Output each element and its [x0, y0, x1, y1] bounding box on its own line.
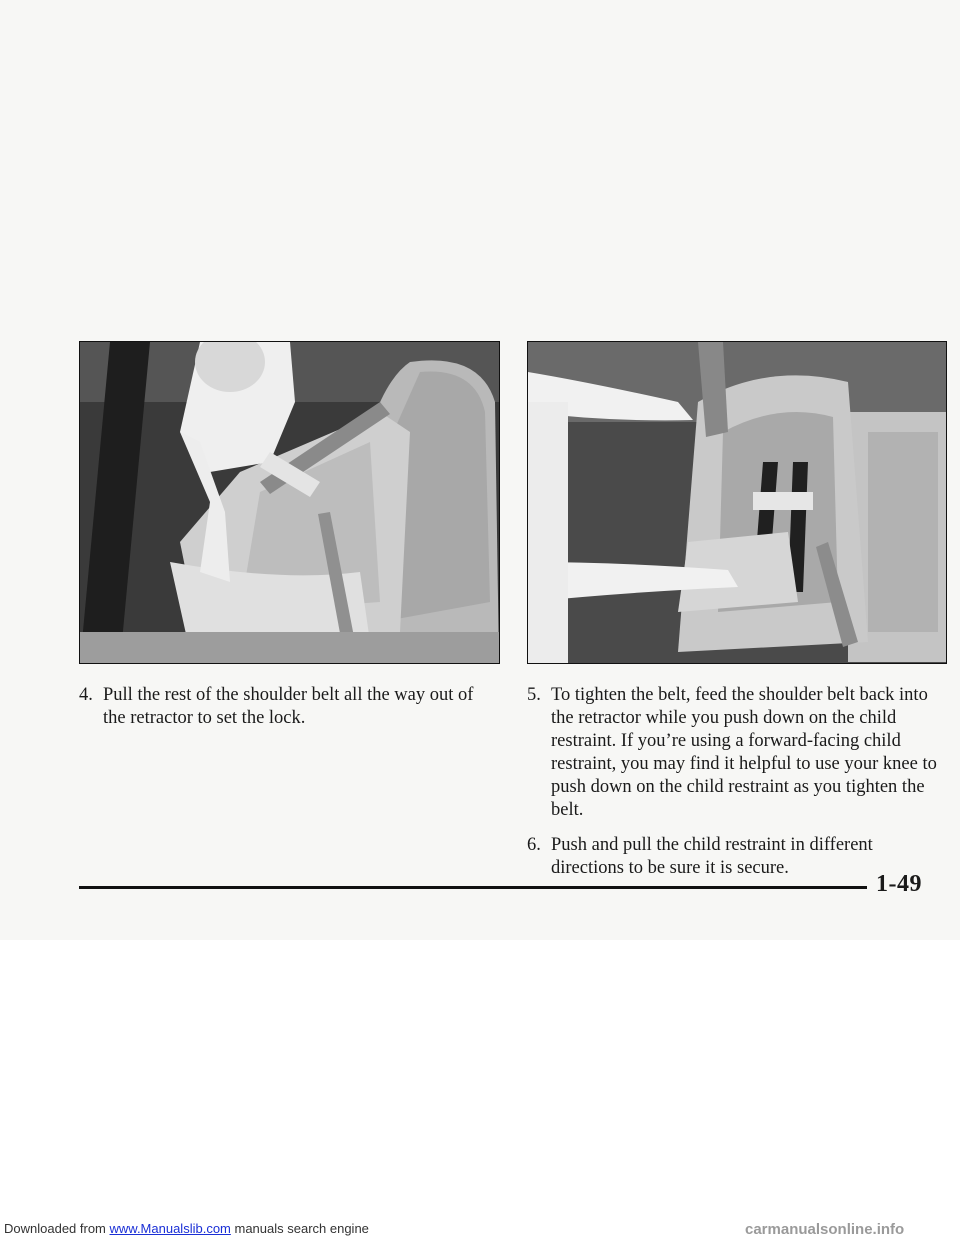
step-text: Push and pull the child restraint in different directions to be sure it is secure. — [551, 835, 873, 878]
step-number: 5. — [527, 685, 541, 705]
illustration-tighten-belt — [527, 341, 947, 664]
download-footer — [4, 1221, 369, 1236]
manualslib-link[interactable]: www.Manualslib.com — [109, 1221, 231, 1236]
footer-suffix: manuals search engine — [230, 1221, 369, 1236]
instructions-right-column — [527, 684, 947, 892]
step-text: To tighten the belt, feed the shoulder belt back into the retractor while you push down on the child restraint. If you’re using a forward-facing child restraint, you may find it helpful to use your knee to push down on the child restraint as you tighten the belt. — [551, 685, 937, 820]
page-number: 1-49 — [876, 871, 922, 897]
step-4 — [79, 684, 499, 730]
step-number: 4. — [79, 685, 93, 705]
step-text: Pull the rest of the shoulder belt all the way out of the retractor to set the lock. — [103, 685, 474, 728]
illustration-pull-shoulder-belt — [79, 341, 500, 664]
belt-illustration-right — [528, 342, 946, 663]
belt-illustration-left — [80, 342, 499, 663]
footer-rule — [79, 886, 867, 889]
step-5 — [527, 684, 947, 822]
footer-prefix: Downloaded from — [4, 1221, 110, 1236]
instructions-left-column — [79, 684, 499, 742]
watermark: carmanualsonline.info — [745, 1221, 905, 1238]
step-number: 6. — [527, 835, 541, 855]
